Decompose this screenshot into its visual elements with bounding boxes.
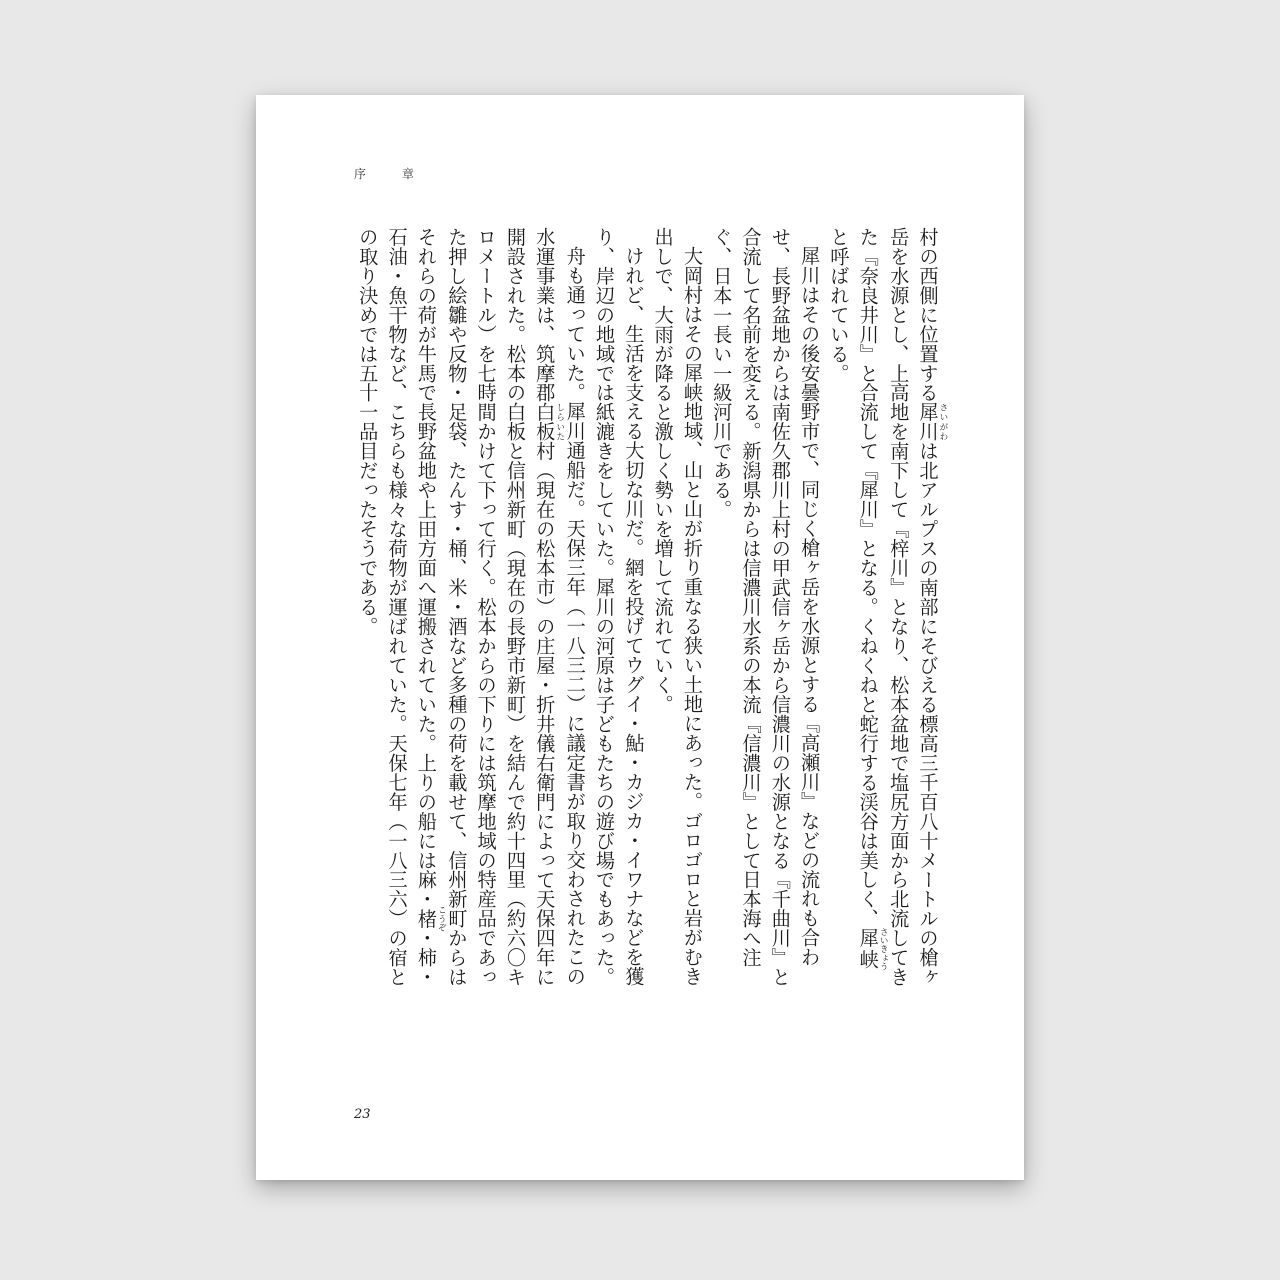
paragraph bbox=[590, 227, 649, 987]
ruby-word bbox=[414, 905, 447, 932]
ruby-reading: さいきょう bbox=[878, 927, 889, 971]
text-run: 犀川はその後安曇野市で、同じく槍ヶ岳を水源とする『高瀬川』などの流れも合わせ、長野盆地からは南佐久郡川上村の甲武信ヶ岳から信濃川の水源となる『千曲川』と合流して名前を変える。新潟県からは信濃川水系の本流『信濃川』として日本海へ注ぐ、日本一長い一級河川である。 bbox=[710, 227, 822, 987]
running-head: 序 章 bbox=[354, 167, 427, 181]
ruby-reading: こうぞ bbox=[436, 905, 447, 932]
text-run: けれど、生活を支える大切な川だ。網を投げてウグイ・鮎・カジカ・イワナなどを獲り、岸辺の地域では紙漉きをしていた。犀川の河原は子どもたちの遊び場でもあった。 bbox=[593, 227, 646, 987]
ruby-reading: さいがわ bbox=[938, 402, 948, 442]
paragraph bbox=[707, 227, 824, 987]
ruby-base: 犀川 bbox=[916, 402, 940, 442]
ruby-reading: しらいた bbox=[554, 402, 565, 442]
paragraph bbox=[648, 227, 707, 987]
ruby-base: 犀峡 bbox=[856, 927, 880, 971]
ruby-base: 楮 bbox=[414, 905, 438, 932]
text-run: 村（現在の松本市）の庄屋・折井儀右衛門によって天保四年に開設された。松本の白板と信州新町（現在の長野市新町）を結んで約十四里（約六〇キロメートル）を七時間かけて下って行く。松本からの下りには筑摩地域の特産品であった押し絵雛や反物・足袋、たんす・桶、米・酒など多種の荷を載せて、信州新町からはそれらの荷が牛馬で長野盆地や上田方面へ運搬されていた。上りの船には麻・ bbox=[414, 227, 557, 987]
text-run: 大岡村はその犀峡地域、山と山が折り重なる狭い土地にあった。ゴロゴロと岩がむき出しで、大雨が降ると激しく勢いを増して流れていく。 bbox=[651, 227, 704, 987]
ruby-word bbox=[916, 402, 948, 442]
paragraph bbox=[353, 227, 590, 987]
book-page bbox=[256, 95, 1024, 1180]
paragraph bbox=[824, 227, 948, 987]
text-run: ・柿・石油・魚干物など、こちらも様々な荷物が運ばれていた。天保七年（一八三六）の宿との取り決めでは五十一品目だったそうである。 bbox=[356, 227, 438, 987]
text-run: 舟も通っていた。犀川通船だ。天保三年（一八三二）に議定書が取り交わされたこの水運事業は、筑摩郡 bbox=[533, 227, 587, 987]
page-number: 23 bbox=[354, 1107, 371, 1122]
text-run: 村の西側に位置する bbox=[916, 227, 940, 403]
ruby-word bbox=[856, 927, 889, 971]
text-run: は北アルプスの南部にそびえる標高三千百八十メートルの槍ヶ岳を水源とし、上高地を南下して『梓川』となり、松本盆地で塩尻方面から北流してきた『奈良井川』と合流して『犀川』となる。くねくねと蛇行する渓谷は美しく、 bbox=[856, 227, 940, 987]
ruby-word bbox=[533, 402, 565, 442]
text-run: と呼ばれている。 bbox=[827, 227, 851, 383]
ruby-base: 白板 bbox=[533, 402, 557, 442]
body-text bbox=[348, 227, 948, 987]
